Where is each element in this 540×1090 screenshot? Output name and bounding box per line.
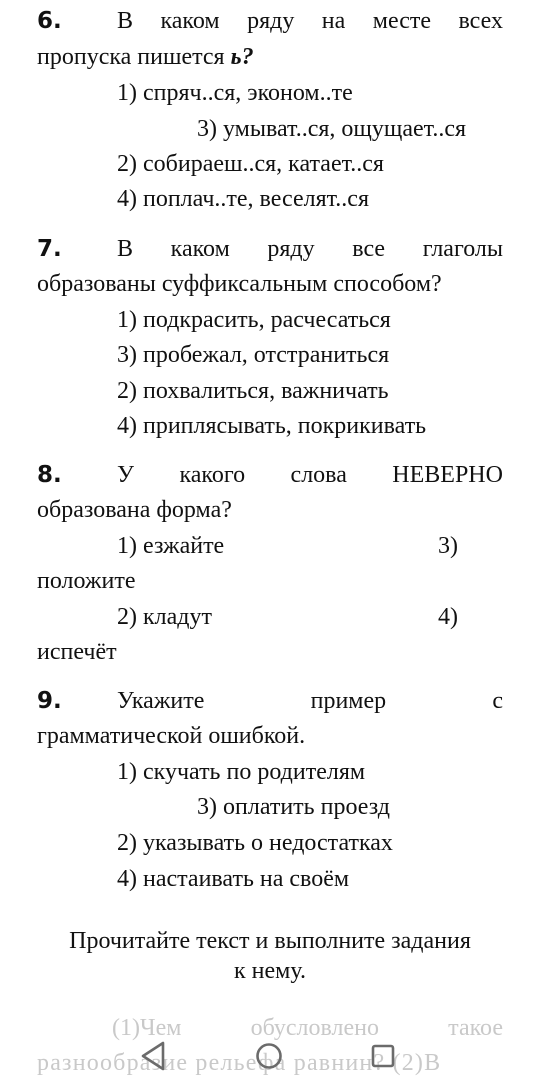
question-8-line1 [117, 462, 503, 489]
question-9-line2: грамматической ошибкой. [37, 723, 306, 749]
word: месте [372, 8, 431, 34]
question-6-option-1: 1) спряч..ся, эконом..те [117, 80, 353, 106]
word: такое [448, 1015, 503, 1041]
home-button[interactable] [229, 1020, 309, 1085]
recents-icon [343, 1020, 423, 1085]
word: глаголы [422, 236, 503, 262]
word: каком [170, 236, 230, 262]
question-7-option-1: 1) подкрасить, расчесаться [117, 307, 391, 333]
question-8-option-4-number: 4) [438, 604, 458, 630]
word: на [321, 8, 346, 34]
navigation-bar [0, 1020, 540, 1085]
question-6-number: 6. [37, 8, 62, 34]
word: В [117, 236, 134, 262]
word: каком [160, 8, 220, 34]
word: все [352, 236, 386, 262]
question-6-line2 [37, 44, 254, 71]
word: обусловлено [250, 1015, 379, 1041]
word: (1)Чем [112, 1015, 182, 1041]
back-icon [114, 1020, 194, 1085]
question-7-option-3: 3) пробежал, отстраниться [117, 342, 390, 368]
question-7-line2: образованы суффиксальным способом? [37, 271, 442, 297]
question-9-number: 9. [37, 688, 62, 714]
question-8-option-3-text: положите [37, 568, 136, 594]
question-8-option-1: 1) езжайте [117, 533, 225, 559]
question-8-number: 8. [37, 462, 62, 488]
word: ряду [247, 8, 295, 34]
home-icon [229, 1020, 309, 1085]
question-8-option-2: 2) кладут [117, 604, 212, 630]
word: Укажите [117, 688, 205, 714]
question-8-line2: образована форма? [37, 497, 232, 523]
question-9-option-4: 4) настаивать на своём [117, 866, 350, 892]
question-9-option-3: 3) оплатить проезд [197, 794, 390, 820]
question-8-option-3-number: 3) [438, 533, 458, 559]
section-heading-line2: к нему. [234, 958, 306, 984]
section-heading-line1: Прочитайте текст и выполните задания [69, 928, 471, 954]
faded-text-line2: разнообразие рельефа равнин? (2)В [37, 1050, 442, 1076]
question-6-emphasis: ь? [224, 44, 254, 70]
word: пример [310, 688, 387, 714]
question-6-option-3: 3) умыват..ся, ощущает..ся [197, 116, 467, 142]
word: В [117, 8, 134, 34]
question-6-text: пропуска пишется [37, 44, 225, 70]
question-9-line1 [117, 688, 503, 715]
recents-button[interactable] [343, 1020, 423, 1085]
word: всех [458, 8, 503, 34]
question-9-option-1: 1) скучать по родителям [117, 759, 366, 785]
question-7-number: 7. [37, 236, 62, 262]
word: с [492, 688, 503, 714]
word: слова [290, 462, 347, 488]
question-8-option-4-text: испечёт [37, 639, 117, 665]
question-7-option-2: 2) похвалиться, важничать [117, 378, 389, 404]
question-6-option-4: 4) поплач..те, веселят..ся [117, 186, 369, 212]
question-6-option-2: 2) собираеш..ся, катает..ся [117, 151, 384, 177]
word: ряду [267, 236, 315, 262]
word: У [117, 462, 134, 488]
question-6-line1 [117, 8, 503, 35]
question-7-line1 [117, 236, 503, 263]
question-7-option-4: 4) приплясывать, покрикивать [117, 413, 427, 439]
back-button[interactable] [114, 1020, 194, 1085]
word: какого [179, 462, 246, 488]
word: НЕВЕРНО [392, 462, 503, 488]
question-9-option-2: 2) указывать о недостатках [117, 830, 393, 856]
